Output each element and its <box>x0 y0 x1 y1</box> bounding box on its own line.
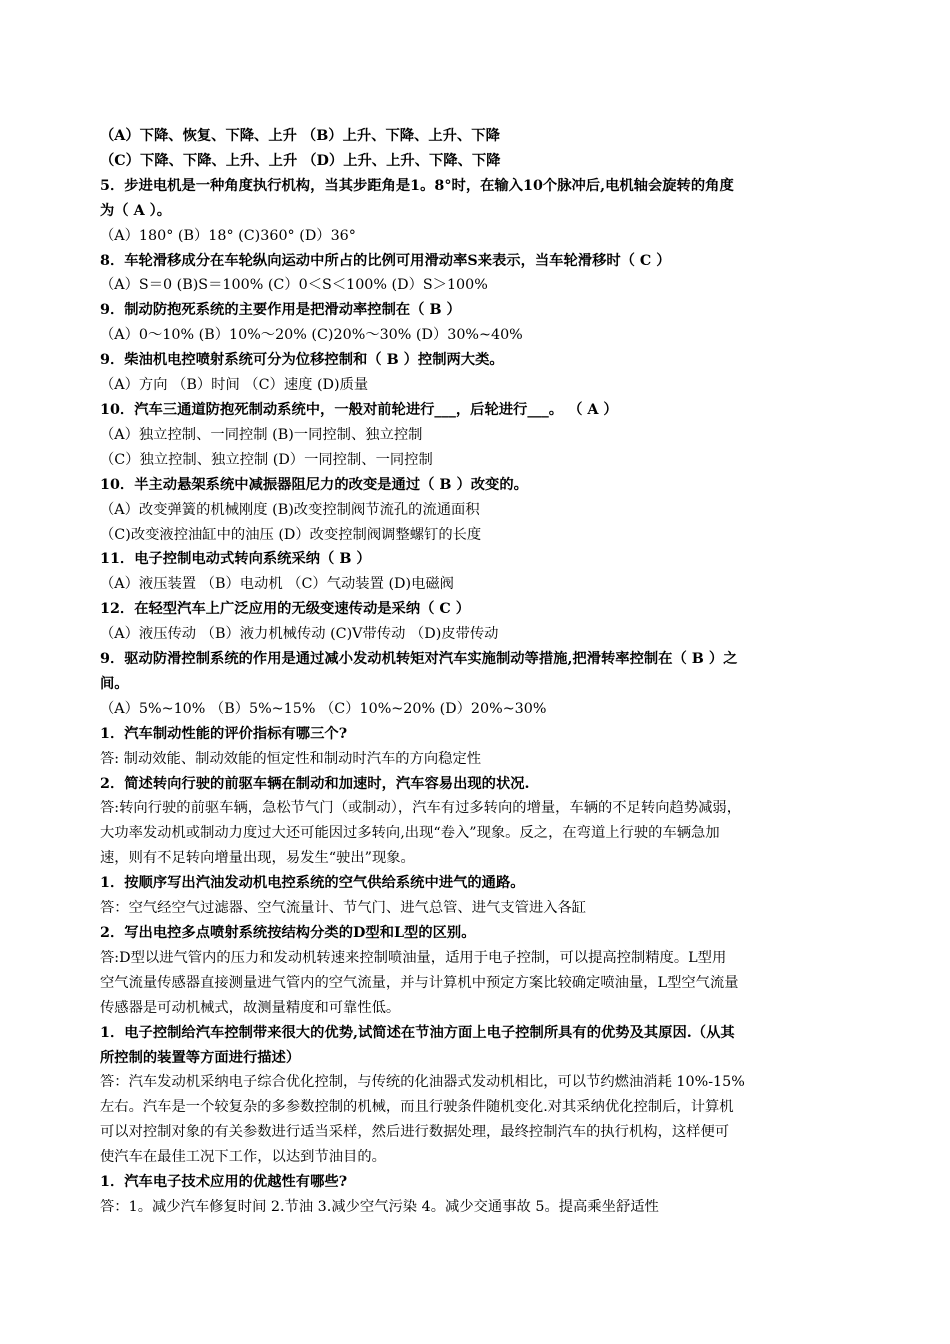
answer-line: 使汽车在最佳工况下工作，以达到节油目的。 <box>100 1149 386 1166</box>
answer-line: （A）180° (B）18° (C)360° (D）36° <box>100 227 356 244</box>
answer-line: （C）独立控制、独立控制 (D）一同控制、一同控制 <box>100 451 433 468</box>
question-line: 2．写出电控多点喷射系统按结构分类的D型和L型的区别。 <box>100 925 476 941</box>
question-line: 1．按顺序写出汽油发动机电控系统的空气供给系统中进气的通路。 <box>100 875 525 892</box>
question-line: 11．电子控制电动式转向系统采纳（ B ） <box>100 551 371 568</box>
answer-line: （A）0～10% (B）10%～20% (C)20%～30% (D）30%~40% <box>100 327 523 344</box>
question-line: 5．步进电机是一种角度执行机构，当其步距角是1。8°时，在输入10个脉冲后,电机轴会旋转的角度 <box>100 177 734 194</box>
answer-line: （C)改变液控油缸中的油压 (D）改变控制阀调整螺钉的长度 <box>100 526 482 543</box>
answer-line: 答：汽车发动机采纳电子综合优化控制，与传统的化油器式发动机相比，可以节约燃油消耗 10%-15% <box>100 1074 745 1091</box>
question-line: 9．制动防抱死系统的主要作用是把滑动率控制在（ B ） <box>100 302 461 319</box>
question-line: 9．驱动防滑控制系统的作用是通过减小发动机转矩对汽车实施制动等措施,把滑转率控制在（ B ）之 <box>100 651 738 668</box>
answer-line: 答: 制动效能、制动效能的恒定性和制动时汽车的方向稳定性 <box>100 750 482 767</box>
answer-line: 答：1。减少汽车修复时间 2.节油 3.减少空气污染 4。减少交通事故 5。提高乘坐舒适性 <box>100 1198 659 1215</box>
answer-line: 速，则有不足转向增量出现，易发生“驶出”现象。 <box>100 850 415 867</box>
answer-line: 答:D型以进气管内的压力和发动机转速来控制喷油量，适用于电子控制，可以提高控制精度。L型用 <box>100 949 727 966</box>
question-line: 2．简述转向行驶的前驱车辆在制动和加速时，汽车容易出现的状况. <box>100 775 530 792</box>
answer-line: 左右。汽车是一个较复杂的多参数控制的机械，而且行驶条件随机变化.对其采纳优化控制后，计算机 <box>100 1099 734 1116</box>
answer-line: （A）5%~10% （B）5%~15% （C）10%~20% (D）20%~30% <box>100 700 547 717</box>
question-line: 9．柴油机电控喷射系统可分为位移控制和（ B ）控制两大类。 <box>100 352 504 369</box>
answer-line: （A）方向 （B）时间 （C）速度 (D)质量 <box>100 377 369 394</box>
question-line: 1．汽车电子技术应用的优越性有哪些? <box>100 1174 348 1191</box>
answer-line: 空气流量传感器直接测量进气管内的空气流量，并与计算机中预定方案比较确定喷油量，L型空气流量 <box>100 974 739 991</box>
answer-line: （A）改变弹簧的机械刚度 (B)改变控制阀节流孔的流通面积 <box>100 501 480 518</box>
question-line: 所控制的装置等方面进行描述） <box>100 1049 301 1066</box>
answer-line: （A）液压传动 （B）液力机械传动 (C)V带传动 （D)皮带传动 <box>100 626 499 643</box>
question-line: （C）下降、下降、上升、上升 （D）上升、上升、下降、下降 <box>100 152 501 169</box>
question-line: 为（ A ）。 <box>100 202 172 219</box>
answer-line: （A）S＝0 (B)S＝100% (C）0＜S＜100% (D）S＞100% <box>100 277 488 294</box>
answer-line: 答:转向行驶的前驱车辆，急松节气门（或制动），汽车有过多转向的增量，车辆的不足转向趋势减弱， <box>100 800 742 817</box>
answer-line: 答：空气经空气过滤器、空气流量计、节气门、进气总管、进气支管进入各缸 <box>100 900 587 917</box>
question-line: 10．半主动悬架系统中减振器阻尼力的改变是通过（ B ）改变的。 <box>100 476 528 493</box>
question-line: 8．车轮滑移成分在车轮纵向运动中所占的比例可用滑动率S来表示，当车轮滑移时（ C ） <box>100 252 671 269</box>
answer-line: （A）液压装置 （B）电动机 （C）气动装置 (D)电磁阀 <box>100 576 454 593</box>
question-line: 1．电子控制给汽车控制带来很大的优势,试简述在节油方面上电子控制所具有的优势及其原因.（从其 <box>100 1024 735 1041</box>
question-line: 间。 <box>100 675 129 692</box>
question-line: 1．汽车制动性能的评价指标有哪三个? <box>100 725 348 742</box>
answer-line: （A）独立控制、一同控制 (B)一同控制、独立控制 <box>100 426 423 443</box>
answer-line: 大功率发动机或制动力度过大还可能因过多转向,出现“卷入”现象。反之，在弯道上行驶的车辆急加 <box>100 825 720 842</box>
answer-line: 传感器是可动机械式，故测量精度和可靠性低。 <box>100 999 401 1016</box>
answer-line: 可以对控制对象的有关参数进行适当采样，然后进行数据处理，最终控制汽车的执行机构，这样便可 <box>100 1124 730 1141</box>
question-line: 12．在轻型汽车上广泛应用的无级变速传动是采纳（ C ） <box>100 601 471 618</box>
question-line: 10．汽车三通道防抱死制动系统中，一般对前轮进行___，后轮进行___。 （ A ） <box>100 401 618 418</box>
question-line: （A）下降、恢复、下降、上升 （B）上升、下降、上升、下降 <box>100 128 500 144</box>
